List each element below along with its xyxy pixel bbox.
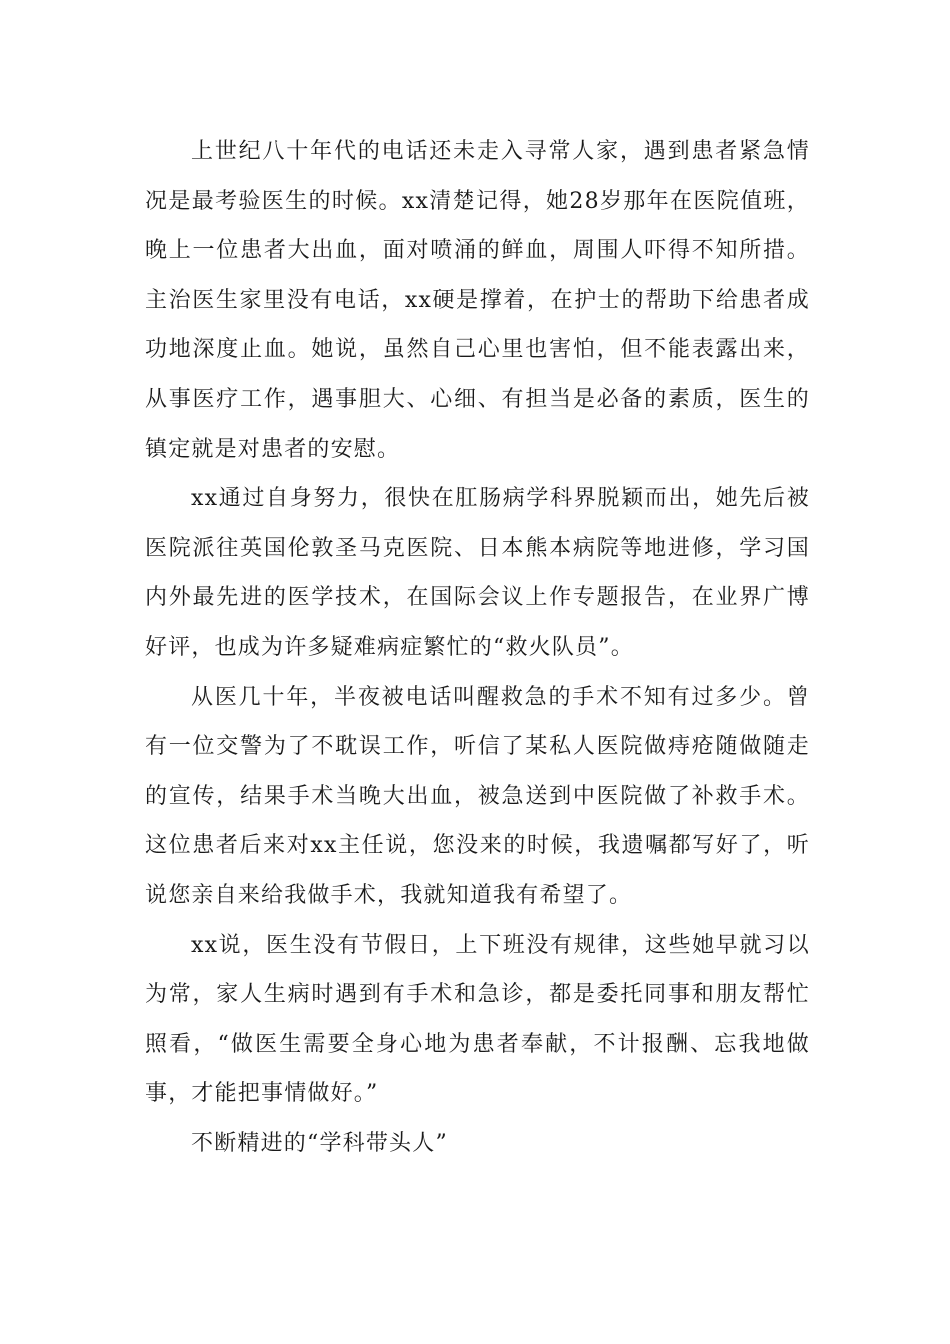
paragraph-3: 从医几十年，半夜被电话叫醒救急的手术不知有过多少。曾有一位交警为了不耽误工作，听信了某私人医院做痔疮随做随走的宣传，结果手术当晚大出血，被急送到中医院做了补救手术。这位患者后来对xx主任说，您没来的时候，我遗嘱都写好了，听说您亲自来给我做手术，我就知道我有希望了。: [145, 684, 810, 908]
paragraph-2: xx通过自身努力，很快在肛肠病学科界脱颖而出，她先后被医院派往英国伦敦圣马克医院、日本熊本病院等地进修，学习国内外最先进的医学技术，在国际会议上作专题报告，在业界广博好评，也成为许多疑难病症繁忙的“救火队员”。: [145, 486, 810, 660]
section-heading: 不断精进的“学科带头人”: [191, 1130, 448, 1156]
paragraph-1: 上世纪八十年代的电话还未走入寻常人家，遇到患者紧急情况是最考验医生的时候。xx清楚记得，她28岁那年在医院值班，晚上一位患者大出血，面对喷涌的鲜血，周围人吓得不知所措。主治医生家里没有电话，xx硬是撑着，在护士的帮助下给患者成功地深度止血。她说，虽然自己心里也害怕，但不能表露出来，从事医疗工作，遇事胆大、心细、有担当是必备的素质，医生的镇定就是对患者的安慰。: [145, 139, 810, 462]
document-body: [145, 127, 810, 1168]
paragraph-4: xx说，医生没有节假日，上下班没有规律，这些她早就习以为常，家人生病时遇到有手术和急诊，都是委托同事和朋友帮忙照看，“做医生需要全身心地为患者奉献，不计报酬、忘我地做事，才能把事情做好。”: [145, 932, 810, 1107]
